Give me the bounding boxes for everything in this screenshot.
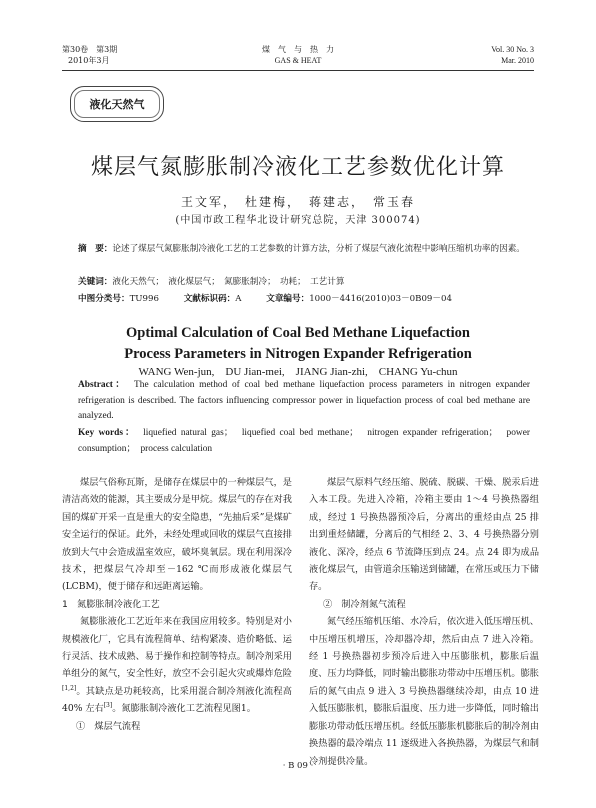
header-rule [62, 70, 534, 71]
keywords-en-text: liquefied natural gas； liquefied coal bed methane； nitrogen expander refrigeration； power consumption； process calculation [78, 428, 530, 454]
header-right [491, 44, 534, 66]
keywords-cn [78, 275, 528, 289]
body-column-right [309, 474, 539, 770]
date-cn: 2010年3月 [68, 56, 110, 65]
doc-code-value: A [235, 294, 242, 304]
section-tag-label: 液化天然气 [74, 90, 160, 118]
article-no-value: 1000－4416(2010)03－0B09－04 [309, 294, 452, 304]
keywords-en [78, 426, 530, 457]
article-title-en-line1: Optimal Calculation of Coal Bed Methane Liquefaction [126, 325, 470, 341]
abstract-en-label: Abstract： [78, 380, 123, 390]
authors-en: WANG Wen-jun, DU Jian-mei, JIANG Jian-zhi, CHANG Yu-chun [138, 366, 458, 378]
clc-value: TU996 [129, 294, 159, 304]
paragraph-text: 。其缺点是功耗较高，比采用混合制冷剂液化流程高 40% 左右 [62, 685, 292, 715]
subsection-heading: ① 煤层气流程 [76, 720, 141, 732]
abstract-cn-text: 论述了煤层气氮膨胀制冷液化工艺的工艺参数的计算方法，分析了煤层气液化流程中影响压缩机功率的因素。 [112, 244, 525, 254]
journal-name-cn: 煤 气 与 热 力 [262, 45, 334, 54]
doc-code-label: 文献标识码： [183, 294, 236, 304]
authors-cn: 王文军， 杜建梅， 蒋建志， 常玉春 [180, 195, 415, 209]
paragraph: 氮气经压缩机压缩、水冷后，依次进入低压增压机、中压增压机增压，冷却器冷却，然后由点 7 进入冷箱。经 1 号换热器初步预冷后进入中压膨胀机，膨胀后温度、压力均降低，同时输出膨胀功带动中压增压机。膨胀后的氮气由点 9 进入 3 号换热器继续冷却，由点 10 进入低压膨胀机，膨胀后温度、压力进一步降低，同时输出膨胀功带动低压增压机。经低压膨胀机膨胀后的制冷剂由换热器的最冷端点 11 逐级进入各换热器，为煤层气和制冷剂提供冷量。 [309, 616, 539, 767]
article-title-en-line2: Process Parameters in Nitrogen Expander Refrigeration [124, 346, 472, 362]
abstract-cn-label: 摘 要： [78, 244, 113, 254]
keywords-en-label: Key words： [78, 428, 132, 438]
volume-cn: 第30卷 第3期 [62, 45, 118, 54]
running-header [62, 44, 534, 70]
keywords-cn-text: 液化天然气； 液化煤层气； 氮膨胀制冷； 功耗； 工艺计算 [112, 277, 345, 287]
section-tag [70, 86, 164, 122]
citation: [3] [103, 702, 113, 710]
subsection-heading: ② 制冷剂氮气流程 [323, 598, 406, 610]
clc-label: 中图分类号： [78, 294, 130, 304]
article-title-en [0, 323, 596, 365]
paragraph: 煤层气俗称瓦斯，是储存在煤层中的一种煤层气，是清洁高效的能源，其主要成分是甲烷。煤层气的存在对我国的煤矿开采一直是重大的安全隐患，“先抽后采”是煤矿安全运行的保证。此外，未经处理或回收的煤层气直接排放到大气中会造成温室效应，破坏臭氧层。现在利用深冷技术，把煤层气冷却至－162 ℃而形成液化煤层气(LCBM)，便于储存和远距离运输。 [62, 477, 292, 593]
classification-cn [78, 292, 528, 306]
page-number: · B 09 · [282, 761, 314, 771]
abstract-en-text: The calculation method of coal bed methane liquefaction process parameters in nitrogen expander refrigeration is described. The factors influencing compressor power in liquefaction process of coal bed methane are analyzed. [78, 380, 530, 421]
abstract-en [78, 378, 530, 425]
article-title-cn: 煤层气氮膨胀制冷液化工艺参数优化计算 [90, 155, 505, 180]
keywords-cn-label: 关键词： [78, 277, 113, 287]
abstract-cn [78, 242, 528, 257]
paragraph-text: 氮膨胀液化工艺近年来在我国应用较多。特别是对小规模液化厂，它具有流程简单、结构紧凑、造价略低、运行灵活、技术成熟、易于操作和控制等特点。制冷剂采用单组分的氮气，安全性好，放空不会引起火灾或爆炸危险 [62, 616, 292, 680]
paragraph-text: 。氮膨胀制冷液化工艺流程见图1。 [112, 703, 256, 715]
body-column-left [62, 474, 292, 735]
citation: [1,2] [62, 684, 77, 692]
date-en: Mar. 2010 [501, 56, 534, 65]
header-center [62, 44, 534, 66]
paragraph [62, 613, 292, 717]
affiliation-cn: (中国市政工程华北设计研究总院，天津 300074) [175, 215, 421, 226]
paragraph: 煤层气原料气经压缩、脱硫、脱碳、干燥、脱汞后进入本工段。先进入冷箱，冷箱主要由 1～4 号换热器组成，经过 1 号换热器预冷后，分离出的重烃由点 25 排出到重烃储罐，分离后的气相经 2、3、4 号换热器分别液化、深冷，经点 6 节流降压到点 24。点 24 即为成品液化煤层气，由管道余压输送到储罐，在常压或压力下储存。 [309, 477, 539, 593]
section-heading: 1 氮膨胀制冷液化工艺 [62, 598, 160, 610]
journal-name-en: GAS & HEAT [274, 56, 322, 65]
volume-en: Vol. 30 No. 3 [491, 45, 534, 54]
article-no-label: 文章编号： [266, 294, 310, 304]
